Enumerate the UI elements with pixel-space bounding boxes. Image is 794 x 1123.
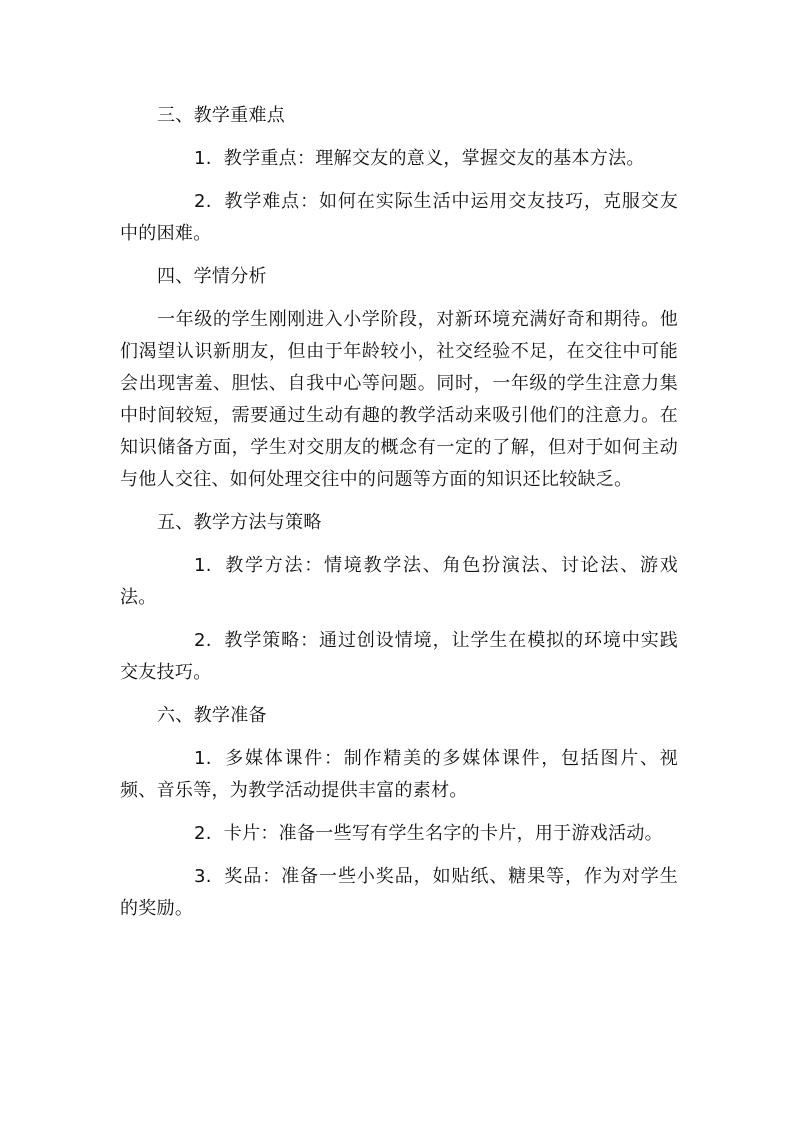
list-item-text: 多媒体课件：制作精美的多媒体课件，包括图片、视频、音乐等，为教学活动提供丰富的素材。 xyxy=(120,748,678,801)
list-item-text: 奖品：准备一些小奖品，如贴纸、糖果等，作为对学生的奖励。 xyxy=(120,866,678,919)
paragraph-learner-analysis: 一年级的学生刚刚进入小学阶段，对新环境充满好奇和期待。他们渴望认识新朋友，但由于年龄较小，社交经验不足，在交往中可能会出现害羞、胆怯、自我中心等问题。同时，一年级的学生注意力集中时间较短，需要通过生动有趣的教学活动来吸引他们的注意力。在知识储备方面，学生对交朋友的概念有一定的了解，但对于如何主动与他人交往、如何处理交往中的问题等方面的知识还比较缺乏。 xyxy=(120,309,678,490)
section-heading-learner-analysis: 四、学情分析 xyxy=(157,266,267,287)
list-number: 2. xyxy=(194,823,212,844)
list-number: 1. xyxy=(194,748,212,769)
list-number: 1. xyxy=(194,555,212,576)
section-heading-preparation: 六、教学准备 xyxy=(157,705,267,726)
section-heading-methods: 五、教学方法与策略 xyxy=(157,512,322,533)
list-item-prep-3 xyxy=(120,861,678,925)
list-number: 1. xyxy=(194,148,212,169)
list-item-method-2 xyxy=(120,625,678,689)
list-number: 2. xyxy=(194,630,212,651)
list-item-key-point-2 xyxy=(120,186,678,250)
list-item-key-point-1 xyxy=(120,143,678,175)
list-item-prep-1 xyxy=(120,743,678,807)
list-number: 2. xyxy=(194,191,212,212)
list-item-text: 教学重点：理解交友的意义，掌握交友的基本方法。 xyxy=(223,148,645,169)
document-content xyxy=(120,100,678,936)
list-item-method-1 xyxy=(120,550,678,614)
list-item-text: 卡片：准备一些写有学生名字的卡片，用于游戏活动。 xyxy=(223,823,663,844)
list-item-text: 教学方法：情境教学法、角色扮演法、讨论法、游戏法。 xyxy=(120,555,678,608)
list-item-text: 教学难点：如何在实际生活中运用交友技巧，克服交友中的困难。 xyxy=(120,191,678,244)
list-item-text: 教学策略：通过创设情境，让学生在模拟的环境中实践交友技巧。 xyxy=(120,630,678,683)
list-number: 3. xyxy=(194,866,212,887)
list-item-prep-2 xyxy=(120,818,678,850)
section-heading-key-points: 三、教学重难点 xyxy=(157,105,286,126)
